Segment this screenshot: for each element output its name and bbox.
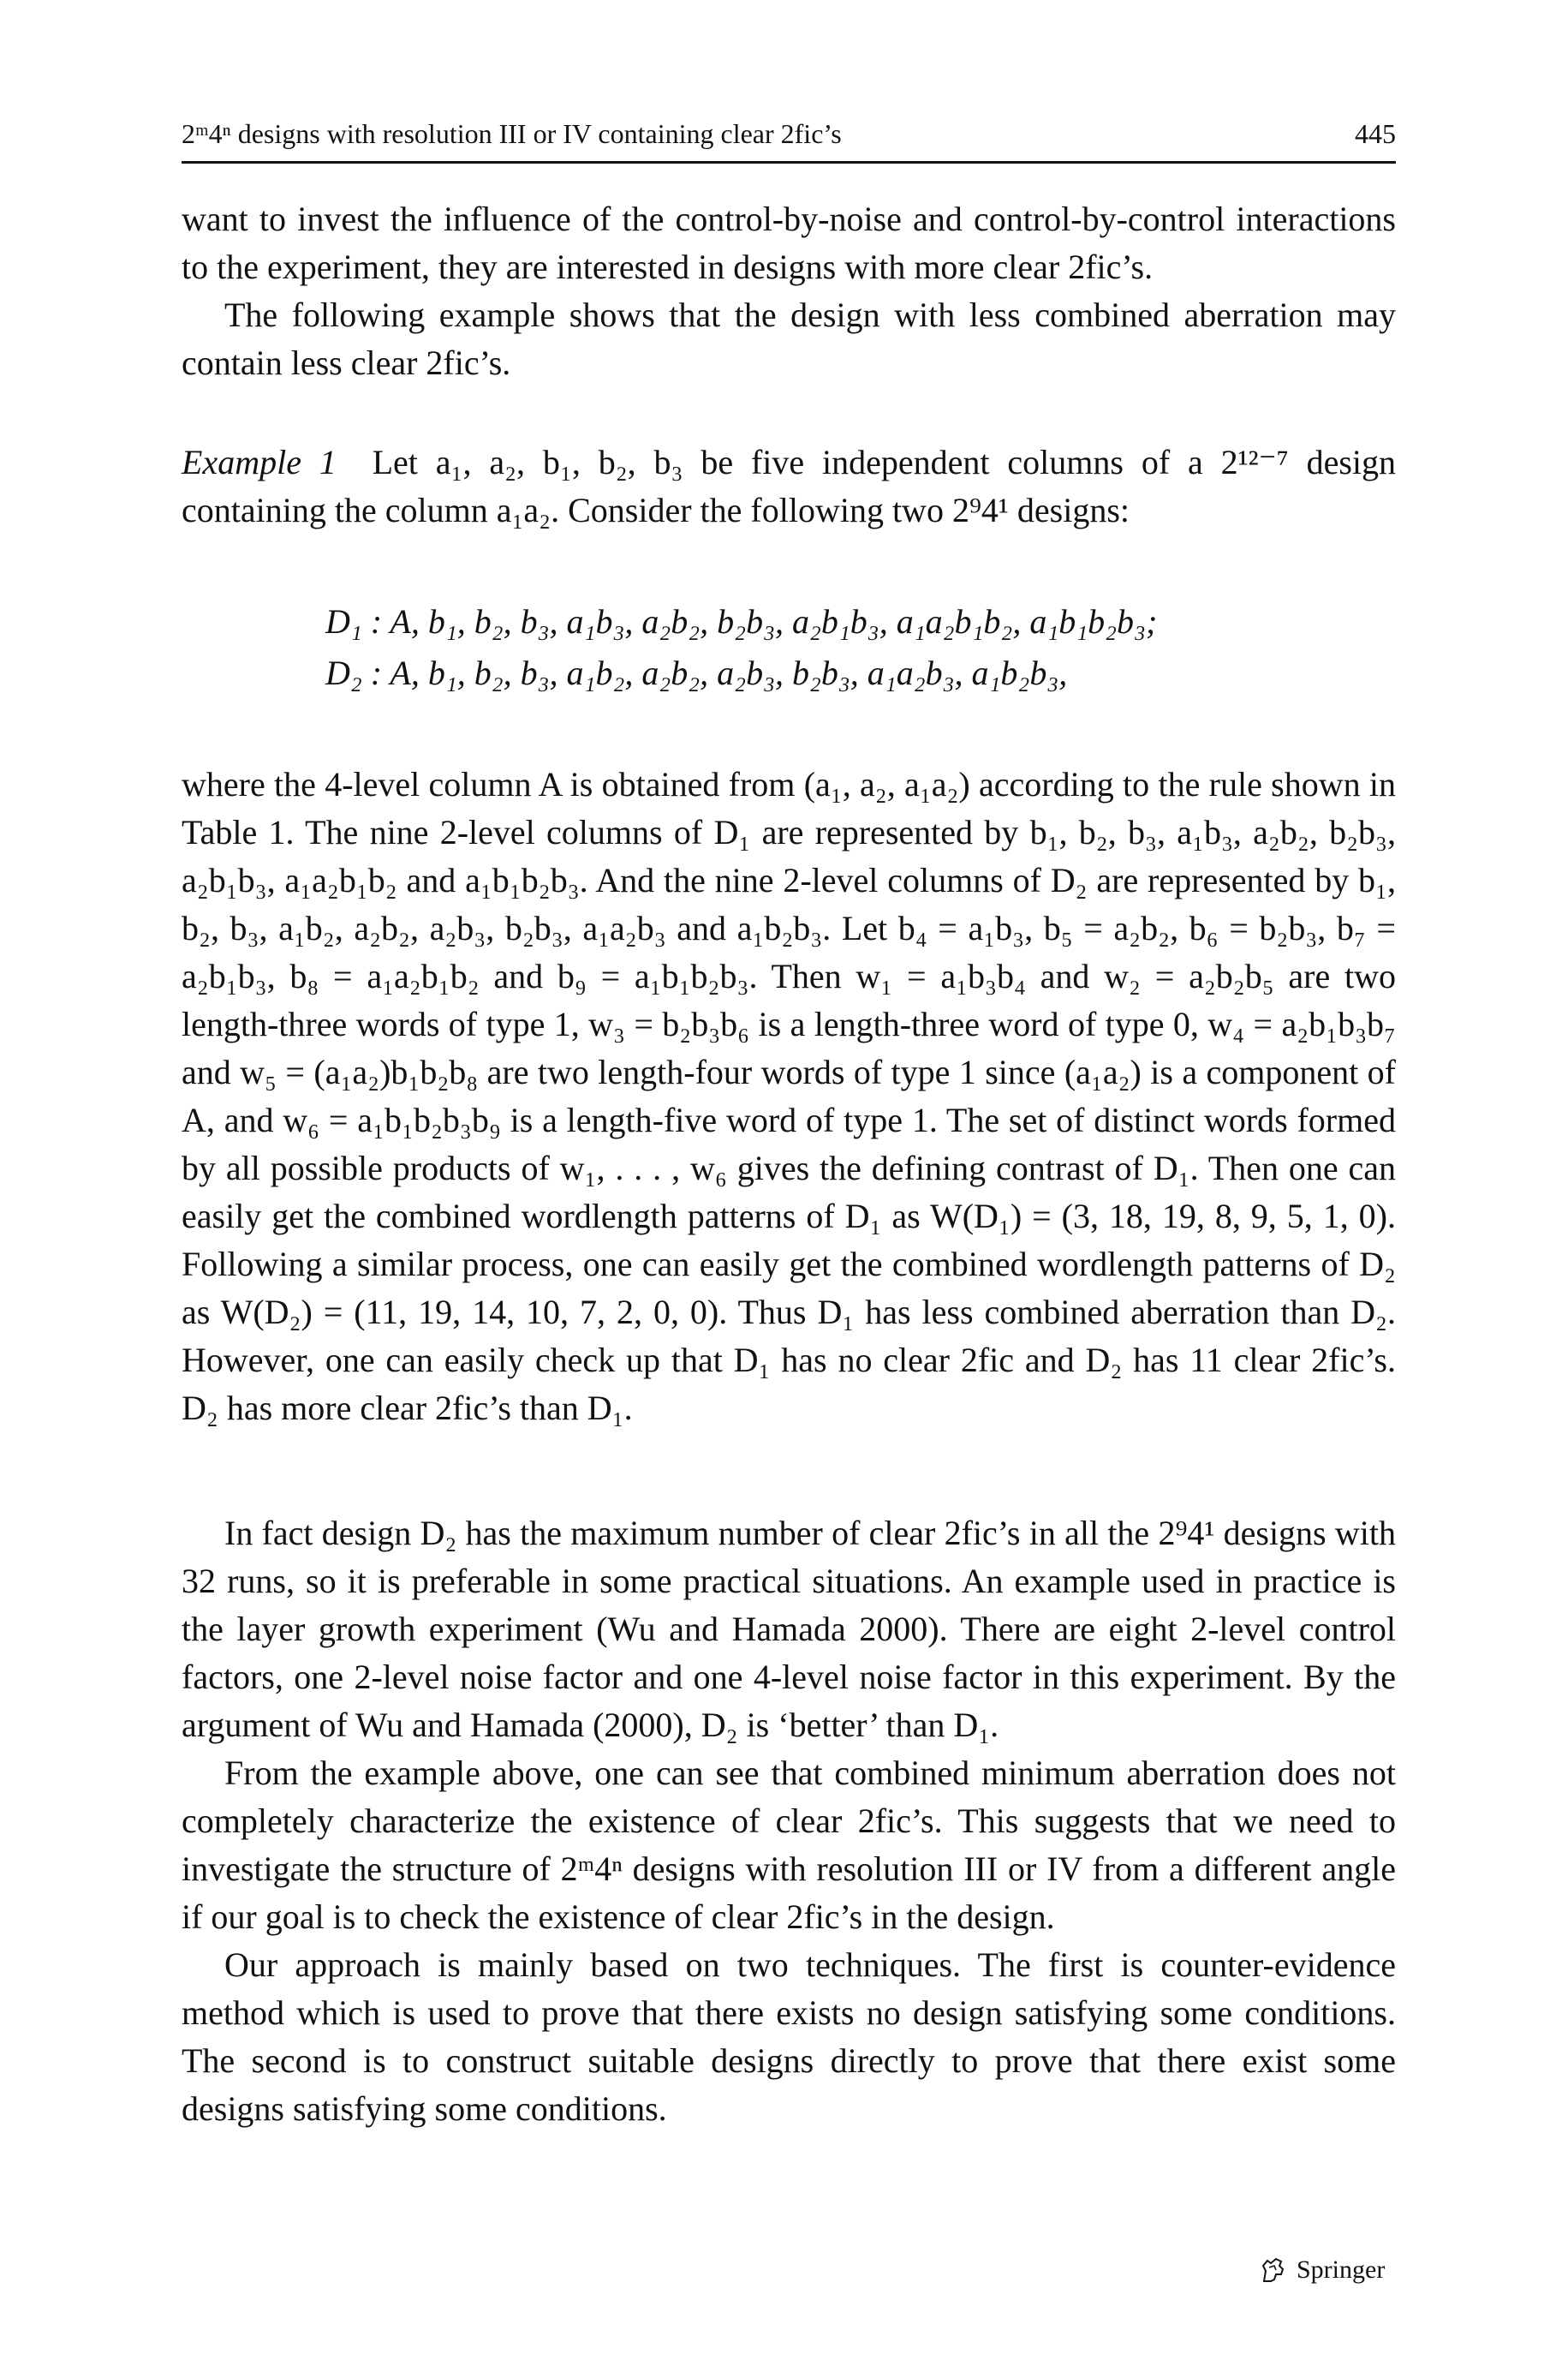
publisher-logo [1259,2253,1385,2287]
example-text: Let a₁, a₂, b₁, b₂, b₃ be five independent columns of a 2¹²⁻⁷ design containing the column a₁a₂. Consider the following two 2⁹4¹ designs: [182,443,1397,529]
paragraph-example-intro: The following example shows that the design with less combined aberration may contain less clear 2fic’s. [182,296,1396,382]
design-definitions [325,596,1396,699]
paragraph-d2-maximum: In fact design D₂ has the maximum number of clear 2fic’s in all the 2⁹4¹ designs with 32 runs, so it is preferable in some practical situations. An example used in practice is the layer growth experiment (Wu and Hamada 2000). There are eight 2-level control factors, one 2-level noise factor and one 4-level noise factor in this experiment. By the argument of Wu and Hamada (2000), D₂ is ‘better’ than D₁. [182,1514,1396,1744]
header-rule [182,161,1396,164]
example-1 [182,439,1396,535]
example-label: Example 1 [182,443,337,481]
publisher-name: Springer [1297,2256,1386,2284]
springer-horse-icon [1259,2256,1288,2285]
body-text [182,195,1396,2133]
paragraph-continuation: want to invest the influence of the control-by-noise and control-by-control interactions to the experiment, they are interested in designs with more clear 2fic’s. [182,200,1396,286]
example-explanation: where the 4-level column A is obtained from (a₁, a₂, a₁a₂) according to the rule shown in Table 1. The nine 2-level columns of D₁ are represented by b₁, b₂, b₃, a₁b₃, a₂b₂, b₂b₃, a₂b₁b₃, a₁a₂b₁b₂ and a₁b₁b₂b₃. And the nine 2-level columns of D₂ are represented by b₁, b₂, b₃, a₁b₂, a₂b₂, a₂b₃, b₂b₃, a₁a₂b₃ and a₁b₂b₃. Let b₄ = a₁b₃, b₅ = a₂b₂, b₆ = b₂b₃, b₇ = a₂b₁b₃, b₈ = a₁a₂b₁b₂ and b₉ = a₁b₁b₂b₃. Then w₁ = a₁b₃b₄ and w₂ = a₂b₂b₅ are two length-three words of type 1, w₃ = b₂b₃b₆ is a length-three word of type 0, w₄ = a₂b₁b₃b₇ and w₅ = (a₁a₂)b₁b₂b₈ are two length-four words of type 1 since (a₁a₂) is a component of A, and w₆ = a₁b₁b₂b₃b₉ is a length-five word of type 1. The set of distinct words formed by all possible products of w₁, . . . , w₆ gives the defining contrast of D₁. Then one can easily get the combined wordlength patterns of D₁ as W(D₁) = (3, 18, 19, 8, 9, 5, 1, 0). Following a similar process, one can easily get the combined wordlength patterns of D₂ as W(D₂) = (11, 19, 14, 10, 7, 2, 0, 0). Thus D₁ has less combined aberration than D₂. However, one can easily check up that D₁ has no clear 2fic and D₂ has 11 clear 2fic’s. D₂ has more clear 2fic’s than D₁. [182,765,1396,1427]
running-title: 2ᵐ4ⁿ designs with resolution III or IV containing clear 2fic’s [182,118,842,149]
paragraph-approach: Our approach is mainly based on two techniques. The first is counter-evidence method which is used to prove that there exists no design satisfying some conditions. The second is to construct suitable designs directly to prove that there exist some designs satisfying some conditions. [182,1945,1396,2128]
design-d2: D₂ : A, b₁, b₂, b₃, a₁b₂, a₂b₂, a₂b₃, b₂b₃, a₁a₂b₃, a₁b₂b₃, [325,654,1068,692]
paragraph-motivation: From the example above, one can see that combined minimum aberration does not completely characterize the existence of clear 2fic’s. This suggests that we need to investigate the structure of 2ᵐ4ⁿ designs with resolution III or IV from a different angle if our goal is to check the existence of clear 2fic’s in the design. [182,1754,1396,1936]
page-number: 445 [1355,118,1396,149]
design-d1: D₁ : A, b₁, b₂, b₃, a₁b₃, a₂b₂, b₂b₃, a₂b₁b₃, a₁a₂b₁b₂, a₁b₁b₂b₃; [325,602,1158,641]
